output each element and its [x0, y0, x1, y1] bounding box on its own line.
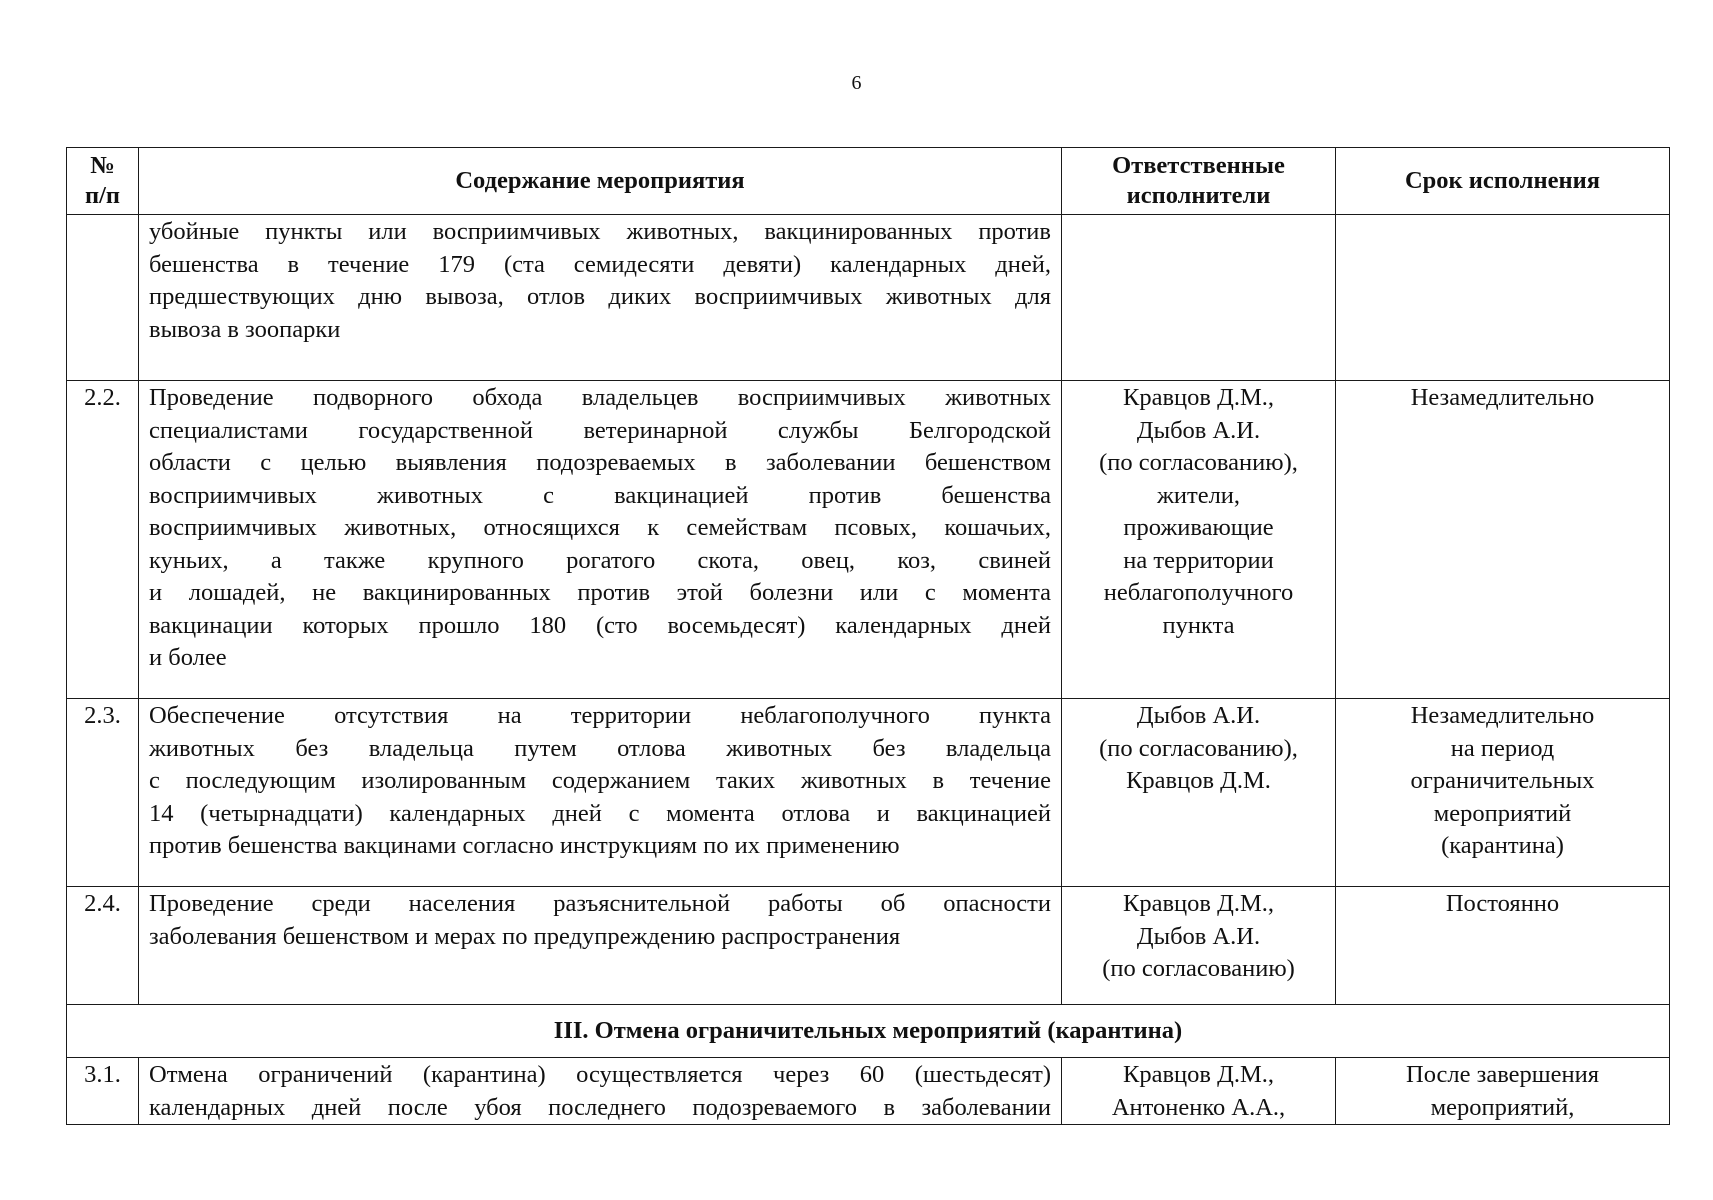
row-content: [139, 381, 1062, 699]
row-term: [1336, 215, 1670, 381]
content-line: и лошадей, не вакцинированных против этой болезни или с момента: [149, 579, 1051, 606]
content-line: Обеспечение отсутствия на территории неблагополучного пункта: [149, 702, 1051, 729]
content-line: бешенства в течение 179 (ста семидесяти девяти) календарных дней,: [149, 250, 1051, 278]
row-number: 2.4.: [67, 887, 139, 1005]
responsible-line: Кравцов Д.М.: [1126, 767, 1271, 794]
table-row: [67, 887, 1670, 1005]
responsible-line: Кравцов Д.М.,: [1123, 384, 1274, 411]
content-line: вакцинации которых прошло 180 (сто восемьдесят) календарных дней: [149, 611, 1051, 639]
content-line: восприимчивых животных, относящихся к семействам псовых, кошачьих,: [149, 514, 1051, 541]
header-content: Содержание мероприятия: [139, 148, 1062, 215]
header-responsible-line: исполнители: [1126, 182, 1271, 209]
page-number: 6: [851, 72, 862, 94]
content-line: Проведение среди населения разъяснительной работы об опасности: [149, 890, 1051, 917]
measures-table: [66, 147, 1670, 1125]
table-row: [67, 699, 1670, 887]
term-line: Незамедлительно: [1410, 384, 1595, 411]
content-line: специалистами государственной ветеринарной службы Белгородской: [149, 416, 1051, 444]
header-number-line: п/п: [84, 182, 121, 209]
content-line: заболевания бешенством и мерах по предупреждению распространения: [149, 922, 901, 950]
table-row: [67, 215, 1670, 381]
term-line: Незамедлительно: [1410, 702, 1595, 729]
responsible-line: проживающие: [1123, 514, 1274, 541]
term-line: (карантина): [1441, 832, 1564, 859]
term-line: Постоянно: [1445, 890, 1560, 917]
section-row: [67, 1005, 1670, 1058]
row-term: [1336, 381, 1670, 699]
responsible-line: на территории: [1123, 546, 1274, 574]
content-line: против бешенства вакцинами согласно инструкциям по их применению: [149, 832, 900, 859]
content-line: с последующим изолированным содержанием таких животных в течение: [149, 767, 1051, 794]
row-term: [1336, 887, 1670, 1005]
term-line: на период: [1450, 734, 1555, 762]
row-number: 2.3.: [67, 699, 139, 887]
content-line: куньих, а также крупного рогатого скота, овец, коз, свиней: [149, 546, 1051, 574]
responsible-line: (по согласованию),: [1099, 734, 1298, 762]
content-line: Отмена ограничений (карантина) осуществляется через 60 (шестьдесят): [149, 1061, 1051, 1088]
section-title: III. Отмена ограничительных мероприятий (карантина): [67, 1005, 1670, 1058]
table-row: [67, 1058, 1670, 1125]
content-line: области с целью выявления подозреваемых в заболевании бешенством: [149, 449, 1051, 476]
content-line: животных без владельца путем отлова животных без владельца: [149, 734, 1051, 762]
row-number: 3.1.: [67, 1058, 139, 1125]
term-line: ограничительных: [1410, 767, 1595, 794]
row-content: [139, 887, 1062, 1005]
content-line: и более: [149, 644, 227, 671]
row-responsible: [1062, 381, 1336, 699]
responsible-line: жители,: [1156, 481, 1241, 509]
content-line: Проведение подворного обхода владельцев восприимчивых животных: [149, 384, 1051, 411]
table-header-row: [67, 148, 1670, 215]
term-line: мероприятий,: [1430, 1093, 1575, 1121]
row-term: [1336, 1058, 1670, 1125]
content-line: календарных дней после убоя последнего подозреваемого в заболевании: [149, 1093, 1051, 1121]
responsible-line: неблагополучного: [1103, 579, 1294, 606]
responsible-line: Кравцов Д.М.,: [1123, 890, 1274, 917]
responsible-line: Дыбов А.И.: [1136, 702, 1261, 729]
row-responsible: [1062, 215, 1336, 381]
row-content: [139, 1058, 1062, 1125]
responsible-line: Кравцов Д.М.,: [1123, 1061, 1274, 1088]
term-line: мероприятий: [1433, 799, 1572, 827]
responsible-line: пункта: [1162, 611, 1235, 639]
content-line: восприимчивых животных с вакцинацией против бешенства: [149, 481, 1051, 509]
responsible-line: (по согласованию): [1102, 955, 1295, 982]
row-responsible: [1062, 699, 1336, 887]
row-responsible: [1062, 887, 1336, 1005]
responsible-line: (по согласованию),: [1099, 449, 1298, 476]
content-line: 14 (четырнадцати) календарных дней с момента отлова и вакцинацией: [149, 799, 1051, 827]
row-term: [1336, 699, 1670, 887]
header-responsible-line: Ответственные: [1112, 152, 1285, 179]
content-line: предшествующих дню вывоза, отлов диких восприимчивых животных для: [149, 283, 1051, 310]
content-line: убойные пункты или восприимчивых животных, вакцинированных против: [149, 218, 1051, 245]
header-number-line: №: [90, 152, 115, 179]
header-term: Срок исполнения: [1336, 148, 1670, 215]
header-responsible: [1062, 148, 1336, 215]
responsible-line: Дыбов А.И.: [1136, 922, 1261, 950]
term-line: После завершения: [1406, 1061, 1599, 1088]
table-row: [67, 381, 1670, 699]
row-content: [139, 215, 1062, 381]
row-content: [139, 699, 1062, 887]
row-number: 2.2.: [67, 381, 139, 699]
content-line: вывоза в зоопарки: [149, 315, 341, 343]
row-responsible: [1062, 1058, 1336, 1125]
row-number: [67, 215, 139, 381]
header-number: [67, 148, 139, 215]
responsible-line: Антоненко А.А.,: [1111, 1093, 1286, 1121]
responsible-line: Дыбов А.И.: [1136, 416, 1261, 444]
